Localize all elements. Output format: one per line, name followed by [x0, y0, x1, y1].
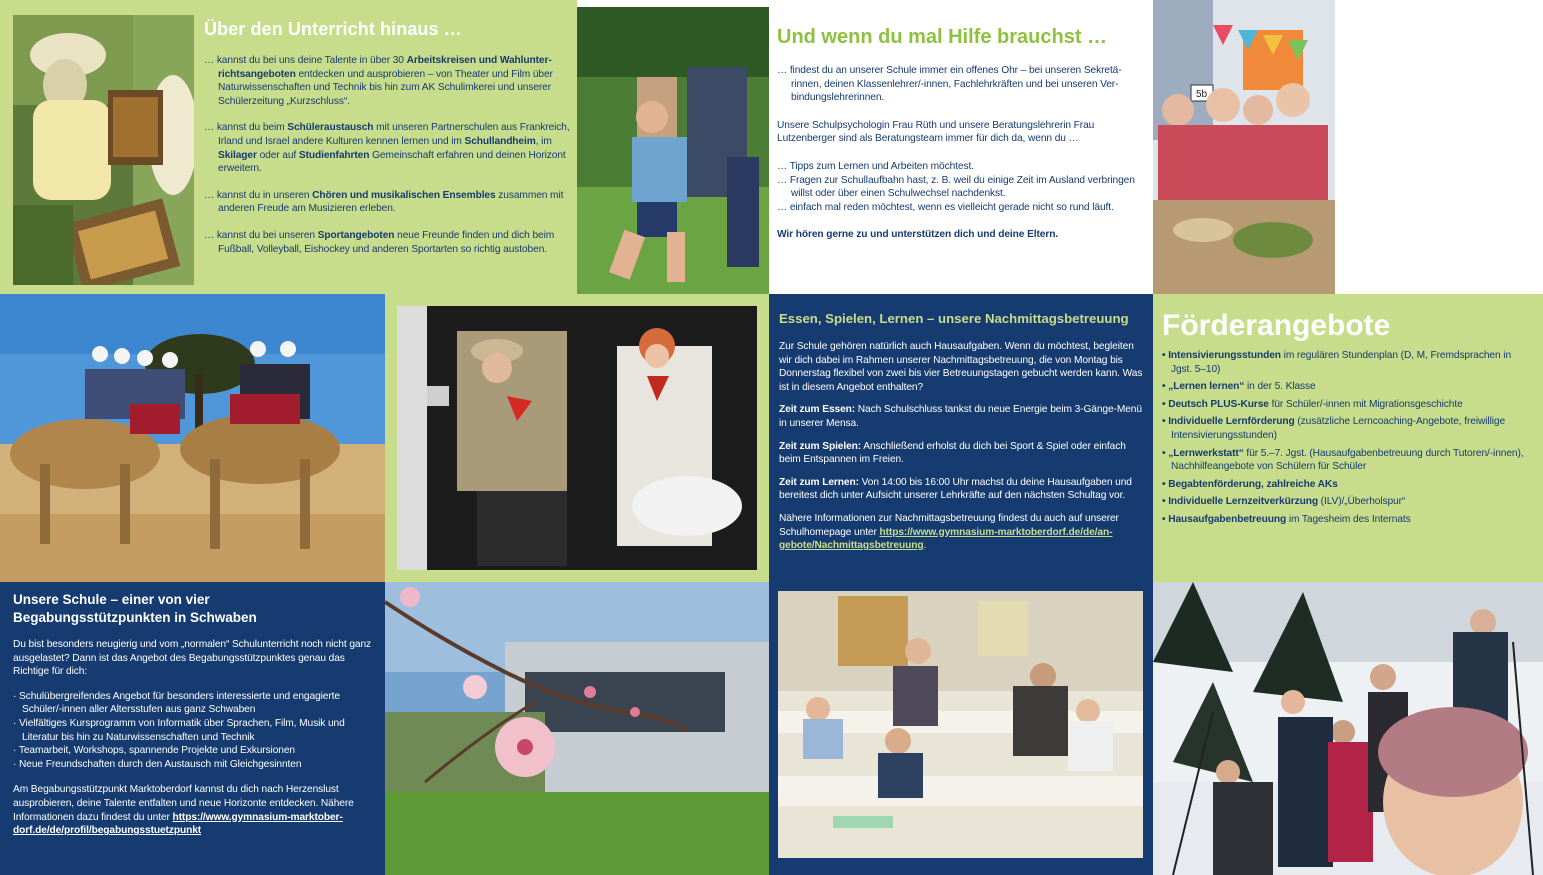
afternoon-more-text: Nähere Informationen zur Nachmittagsbetreuung findest du auch auf unserer Schulhomepage unter — [779, 512, 1119, 538]
support-highlight: Begabtenförderung, zahlreiche AKs — [1168, 478, 1338, 490]
support-item-1 — [1162, 349, 1532, 376]
classroom-girls-photo — [1153, 0, 1335, 294]
bullet-icon: • — [1162, 416, 1169, 428]
beyond-text: neue Freunde finden und dich beim Fußball, Volleyball, Eishockey und anderen Sportarten so richtig austoben. — [218, 229, 555, 255]
gifted-section — [13, 591, 377, 838]
gifted-outro — [13, 783, 377, 837]
beyond-text: Gemeinschaft erfahren und deinen Horizont erweitern. — [218, 149, 566, 175]
support-highlight: Intensivierungsstunden — [1168, 350, 1281, 361]
beyond-item-4 — [204, 229, 570, 256]
support-highlight: „Lernen lernen“ — [1168, 381, 1245, 393]
homework-classroom-photo — [778, 591, 1143, 858]
support-text: (ILV)/„Überholspur“ — [1317, 496, 1406, 508]
gifted-outro-text: Am Begabungsstützpunkt Marktoberdorf kannst du dich nach Herzenslust ausprobieren, deine Talente entfalten und neue Horizonte entdecken. Nähere Informationen dazu findest du unter — [13, 784, 354, 823]
afternoon-intro: Zur Schule gehören natürlich auch Hausaufgaben. Wenn du möchtest, begleiten wir dich dabei im Rahmen unserer Nachmittagsbetreuung, die von Montag bis Donnerstag flexibel von zwei bis vier Betreuungstagen gebucht werden kann. Was ist in diesem Angebot enthalten? — [779, 341, 1143, 393]
afternoon-section — [779, 310, 1143, 553]
support-text: im regulären Stundenplan (D, M, Fremdsprachen in Jgst. 5–10) — [1171, 350, 1512, 375]
beyond-text: , im — [535, 135, 552, 147]
beyond-text: entdecken und ausprobieren – von Theater und Film über Naturwissenschaften und Technik bis hin zum AK Schulimkerei und unserer Schülerzeitung „Kurzschluss“. — [218, 68, 553, 107]
beyond-item-1 — [204, 54, 570, 108]
afternoon-block-food — [779, 403, 1143, 430]
beyond-text: … kannst du bei uns deine Talente in über 30 — [204, 55, 407, 66]
support-text: für 5.–7. Jgst. (Hausaufgabenbetreuung durch Tutoren/-innen), Nachhilfeangebote von Schülern für Schüler — [1171, 447, 1524, 473]
support-text: (zusätzliche Lerncoaching-Angebote, freiwillige Intensivierungsstunden) — [1171, 416, 1506, 441]
beyond-highlight: Sportangeboten — [317, 229, 395, 241]
panel-top-right-blank — [1335, 0, 1543, 294]
afternoon-link[interactable]: https://www.gymnasium-marktoberdorf.de/de/angebote/Nachmittagsbetreuung — [779, 526, 1113, 552]
gifted-title: Unsere Schule – einer von vier Begabungsstützpunkten in Schwaben — [13, 592, 257, 625]
beyond-text: mit unseren Partnerschulen aus Frankreich, Irland und Israel andere Kulturen kennen lernen und im — [218, 122, 570, 147]
beyond-item-2 — [204, 121, 570, 175]
bullet-icon: • — [1162, 478, 1169, 490]
support-list — [1162, 349, 1532, 527]
afternoon-block-play — [779, 440, 1143, 467]
winter-ski-group-photo — [1153, 582, 1543, 875]
gifted-item-4-text: Neue Freundschaften durch den Austausch mit Gleichgesinnten — [19, 758, 302, 770]
beyond-highlight: Chören und musikalischen Ensembles — [312, 189, 496, 201]
support-item-7 — [1162, 495, 1532, 509]
bullet-icon: • — [1162, 350, 1169, 361]
afternoon-play-text: Anschließend erholst du dich bei Sport & Spiel oder einfach beim Entspannen im Freien. — [779, 440, 1126, 466]
support-item-6 — [1162, 478, 1532, 492]
camel-ride-photo — [0, 294, 385, 582]
beyond-section — [204, 18, 570, 269]
support-item-5 — [1162, 447, 1532, 474]
beyond-title: Über den Unterricht hinaus … — [204, 19, 462, 39]
help-team: Unsere Schulpsychologin Frau Rüth und unsere Beratungslehrerin Frau Lutzenberger sind als Beratungsteam immer für dich da, wenn du … — [777, 119, 1095, 145]
bullet-icon: • — [1162, 381, 1169, 393]
gifted-item-2: · Vielfältiges Kursprogramm von Informatik über Sprachen, Film, Musik und Literatur bis hin zu Naturwissenschaften und Technik — [13, 717, 345, 743]
support-section — [1162, 308, 1532, 531]
afternoon-more-end: . — [923, 540, 927, 552]
gifted-item-1-text: Schulübergreifendes Angebot für besonders interessierte und engagierte Schüler/-innen aller Altersstufen aus ganz Schwaben — [19, 690, 340, 716]
beyond-text: … kannst du in unseren — [204, 189, 313, 201]
support-item-3 — [1162, 398, 1532, 412]
support-highlight: Deutsch PLUS-Kurse — [1168, 398, 1269, 410]
support-text: in der 5. Klasse — [1244, 381, 1316, 393]
afternoon-learn-text: Von 14:00 bis 16:00 Uhr machst du deine Hausaufgaben und bereitest dich unter Aufsicht unserer Lehrkräfte auf den nächsten Schultag vor. — [779, 476, 1132, 502]
help-case-1: … Tipps zum Lernen und Arbeiten möchtest. — [777, 160, 974, 172]
beyond-list — [204, 54, 570, 256]
beekeeping-photo — [13, 15, 194, 285]
sports-run-photo — [577, 7, 769, 294]
beyond-highlight: Arbeitskreisen und Wahlunterrichtsangeboten — [218, 55, 552, 80]
beyond-text: zusammen mit anderen Freude am Musizieren erleben. — [218, 189, 564, 215]
bullet-icon: • — [1162, 496, 1169, 508]
help-closing: Wir hören gerne zu und unterstützen dich und deine Eltern. — [777, 229, 1059, 241]
afternoon-food-text: Nach Schulschluss tankst du neue Energie beim 3-Gänge-Menü in unserer Mensa. — [779, 404, 1142, 429]
beyond-highlight: Schüleraustausch — [287, 122, 374, 134]
help-case-2: … Fragen zur Schullaufbahn hast, z. B. weil du einige Zeit im Ausland verbringen willst oder über einen Schulwechsel nachdenkst. — [777, 174, 1135, 200]
support-text: für Schüler/-innen mit Migrationsgeschichte — [1268, 398, 1463, 410]
support-highlight: „Lernwerkstatt“ — [1168, 447, 1244, 459]
beyond-highlight: Studienfahrten — [298, 149, 370, 161]
bullet-icon: • — [1162, 447, 1169, 459]
afternoon-play-label: Zeit zum Spielen: — [779, 440, 862, 452]
beyond-text: … kannst du beim — [204, 122, 288, 134]
afternoon-food-label: Zeit zum Essen: — [779, 404, 856, 416]
support-title: Förderangebote — [1162, 309, 1391, 342]
gifted-item-1: · Schulübergreifendes Angebot für besonders interessierte und engagierte Schüler/-innen aller Altersstufen aus ganz Schwaben — [13, 690, 340, 716]
beyond-text: oder auf — [256, 149, 299, 161]
gifted-link[interactable]: https://www.gymnasium-marktoberdorf.de/de/profil/begabungsstuetzpunkt — [13, 811, 343, 837]
afternoon-learn-label: Zeit zum Lernen: — [779, 476, 859, 488]
support-highlight: Hausaufgabenbetreuung — [1168, 513, 1287, 525]
help-title: Und wenn du mal Hilfe brauchst … — [777, 26, 1108, 48]
support-highlight: Individuelle Lernzeitverkürzung — [1168, 496, 1318, 508]
beyond-highlight: Schullandheim — [464, 135, 536, 147]
support-item-4 — [1162, 415, 1532, 442]
support-text: im Tagesheim des Internats — [1286, 513, 1411, 525]
support-item-8 — [1162, 513, 1532, 527]
help-case-3: … einfach mal reden möchtest, wenn es vielleicht gerade nicht so rund läuft. — [777, 201, 1114, 213]
support-highlight: Individuelle Lernförderung — [1168, 416, 1295, 428]
gifted-item-3-text: Teamarbeit, Workshops, spannende Projekte und Exkursionen — [18, 745, 295, 757]
theater-photo — [397, 306, 757, 570]
bullet-icon: • — [1162, 513, 1169, 525]
gifted-list — [13, 690, 377, 772]
gifted-item-2-text: Vielfältiges Kursprogramm von Informatik über Sprachen, Film, Musik und Literatur bis hin zu Naturwissenschaften und Technik — [19, 717, 345, 743]
beyond-highlight: Skilager — [218, 149, 257, 161]
afternoon-block-learn — [779, 476, 1143, 503]
cherry-blossom-photo — [385, 582, 769, 875]
help-intro: … findest du an unserer Schule immer ein offenes Ohr – bei unseren Sekretärinnen, deinen Klassenlehrer/-innen, Fachlehrkräften und bei unseren Verbindungslehrerinnen. — [777, 65, 1122, 104]
beyond-text: … kannst du bei unseren — [204, 229, 318, 241]
afternoon-more — [779, 512, 1143, 553]
gifted-item-3: · Teamarbeit, Workshops, spannende Projekte und Exkursionen — [13, 745, 295, 757]
afternoon-title: Essen, Spielen, Lernen – unsere Nachmittagsbetreuung — [779, 311, 1129, 326]
gifted-item-4: · Neue Freundschaften durch den Austausch mit Gleichgesinnten — [13, 758, 302, 770]
help-section — [777, 24, 1143, 242]
bullet-icon: • — [1162, 398, 1169, 410]
support-item-2 — [1162, 380, 1532, 394]
classroom-sign: 5b — [1196, 89, 1208, 100]
gifted-intro: Du bist besonders neugierig und vom „normalen“ Schulunterricht noch nicht ganz ausgelastet? Dann ist das Angebot des Begabungsstützpunktes genau das Richtige für dich: — [13, 639, 372, 678]
beyond-item-3 — [204, 189, 570, 216]
